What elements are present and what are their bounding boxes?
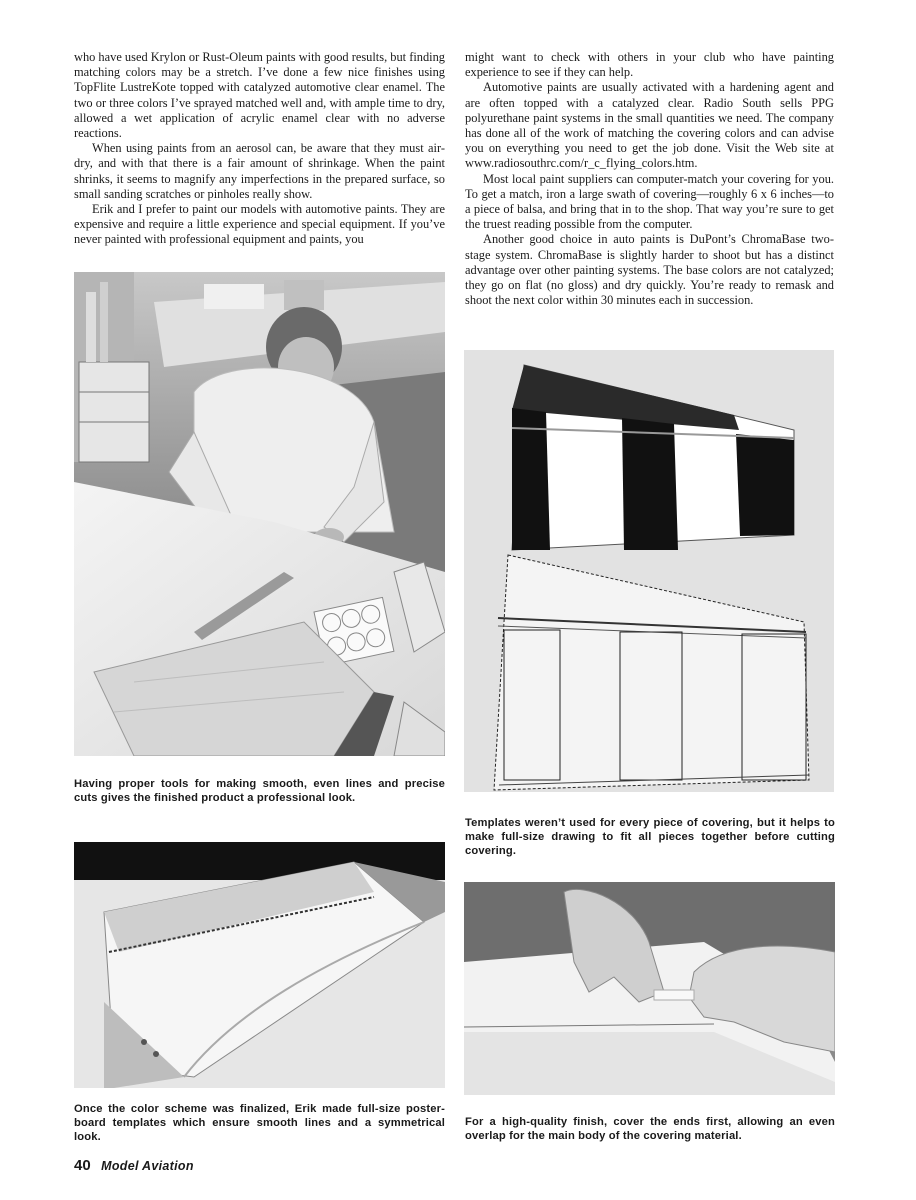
workshop-photo xyxy=(74,272,445,756)
caption-scheme: Once the color scheme was finalized, Erik made full-size poster-board templates which ensure smooth lines and a symmetrical look. xyxy=(74,1103,445,1143)
fuselage-photo xyxy=(74,842,445,1088)
left-column-text xyxy=(74,50,445,248)
paragraph: When using paints from an aerosol can, be aware that they must air-dry, and with that there is a fair amount of shrinkage. When the paint shrinks, it seems to magnify any imperfections in the prepared surface, so small sanding scratches or pinholes really show. xyxy=(74,141,445,201)
paragraph: Most local paint suppliers can computer-match your covering for you. To get a match, iron a large swath of covering—roughly 6 x 6 inches—to a piece of balsa, and bring that in to the shop. That way you’re sure to get the truest reading possible from the computer. xyxy=(465,171,834,232)
right-column-text xyxy=(465,50,834,308)
page-footer xyxy=(74,1157,194,1175)
caption-tools: Having proper tools for making smooth, even lines and precise cuts gives the finished product a professional look. xyxy=(74,778,445,804)
paragraph: Automotive paints are usually activated with a hardening agent and are often topped with a catalyzed clear. Radio South sells PPG polyurethane paint systems in the small quantities we need. The company has done all of the work of matching the covering colors and can advise you on everything you need to get the job done. Visit the Web site at www.radiosouthrc.com/r_c_flying_colors.htm. xyxy=(465,80,834,171)
paragraph: who have used Krylon or Rust-Oleum paints with good results, but finding matching colors may be a stretch. I’ve done a few nice finishes using TopFlite LustreKote topped with catalyzed automotive clear enamel. The two or three colors I’ve sprayed matched well and, with ample time to dry, allowed a wet application of acrylic enamel clear with no adverse reactions. xyxy=(74,50,445,141)
paragraph: Another good choice in auto paints is DuPont’s ChromaBase two-stage system. ChromaBase is slightly harder to shoot but has a distinct advantage over other painting systems. The base colors are not catalyzed; they go on flat (no gloss) and dry quickly. You’re ready to remask and shoot the next color within 30 minutes each in succession. xyxy=(465,232,834,308)
magazine-name: Model Aviation xyxy=(101,1159,194,1173)
caption-finish: For a high-quality finish, cover the ends first, allowing an even overlap for the main body of the covering material. xyxy=(465,1116,835,1142)
paragraph: Erik and I prefer to paint our models with automotive paints. They are expensive and require a little experience and special equipment. If you’ve never painted with professional equipment and paints, you xyxy=(74,202,445,247)
caption-templates: Templates weren’t used for every piece of covering, but it helps to make full-size drawing to fit all pieces together before cutting covering. xyxy=(465,817,835,857)
wing-templates-photo xyxy=(464,350,834,792)
page-number: 40 xyxy=(74,1157,91,1174)
hands-photo xyxy=(464,882,835,1095)
paragraph: might want to check with others in your club who have painting experience to see if they can help. xyxy=(465,50,834,80)
